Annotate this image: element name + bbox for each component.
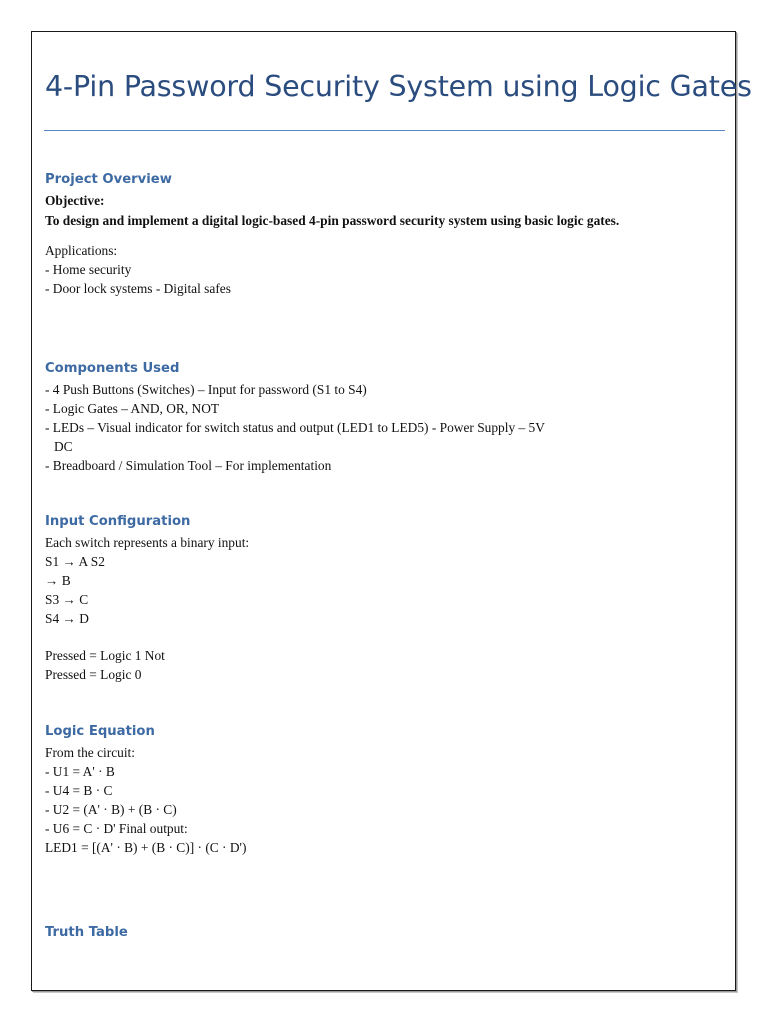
components-item: DC [54,439,73,454]
objective-label: Objective: [45,193,105,208]
objective-text: To design and implement a digital logic-based 4-pin password security system using basic logic gates. [45,213,620,228]
equation-line: - U6 = C · D' Final output: [45,821,188,836]
components-item: - LEDs – Visual indicator for switch status and output (LED1 to LED5) - Power Supply – 5V [45,420,545,435]
components-item: - Logic Gates – AND, OR, NOT [45,401,220,416]
logic-equation-section [45,743,246,857]
heading-components-used: Components Used [45,361,180,376]
applications-item: - Door lock systems - Digital safes [45,281,231,296]
title-divider [44,130,725,131]
input-config-line: Pressed = Logic 0 [45,667,142,682]
equation-line: - U1 = A' · B [45,764,115,779]
components-list [45,380,545,475]
input-config-line: Pressed = Logic 1 Not [45,648,165,663]
spacer [45,628,249,646]
spacer [45,231,717,241]
overview-section [45,191,717,298]
components-item: - Breadboard / Simulation Tool – For implementation [45,458,332,473]
input-config-line: S1 → A S2 [45,554,105,569]
heading-project-overview: Project Overview [45,172,172,187]
document-title: 4-Pin Password Security System using Logic Gates [45,70,752,103]
components-item: - 4 Push Buttons (Switches) – Input for password (S1 to S4) [45,382,367,397]
equation-line: - U2 = (A' · B) + (B · C) [45,802,177,817]
input-config-line: Each switch represents a binary input: [45,535,250,550]
heading-logic-equation: Logic Equation [45,724,155,739]
input-config-line: S3 → C [45,592,89,607]
heading-input-configuration: Input Configuration [45,514,191,529]
equation-line: - U4 = B · C [45,783,113,798]
document-page [31,31,752,991]
equation-line: From the circuit: [45,745,135,760]
applications-item: - Home security [45,262,132,277]
input-config-section [45,533,249,684]
input-config-line: → B [45,573,71,588]
equation-line: LED1 = [(A' · B) + (B · C)] · (C · D') [45,840,247,855]
input-config-line: S4 → D [45,611,89,626]
heading-truth-table: Truth Table [45,925,128,940]
applications-label: Applications: [45,243,118,258]
